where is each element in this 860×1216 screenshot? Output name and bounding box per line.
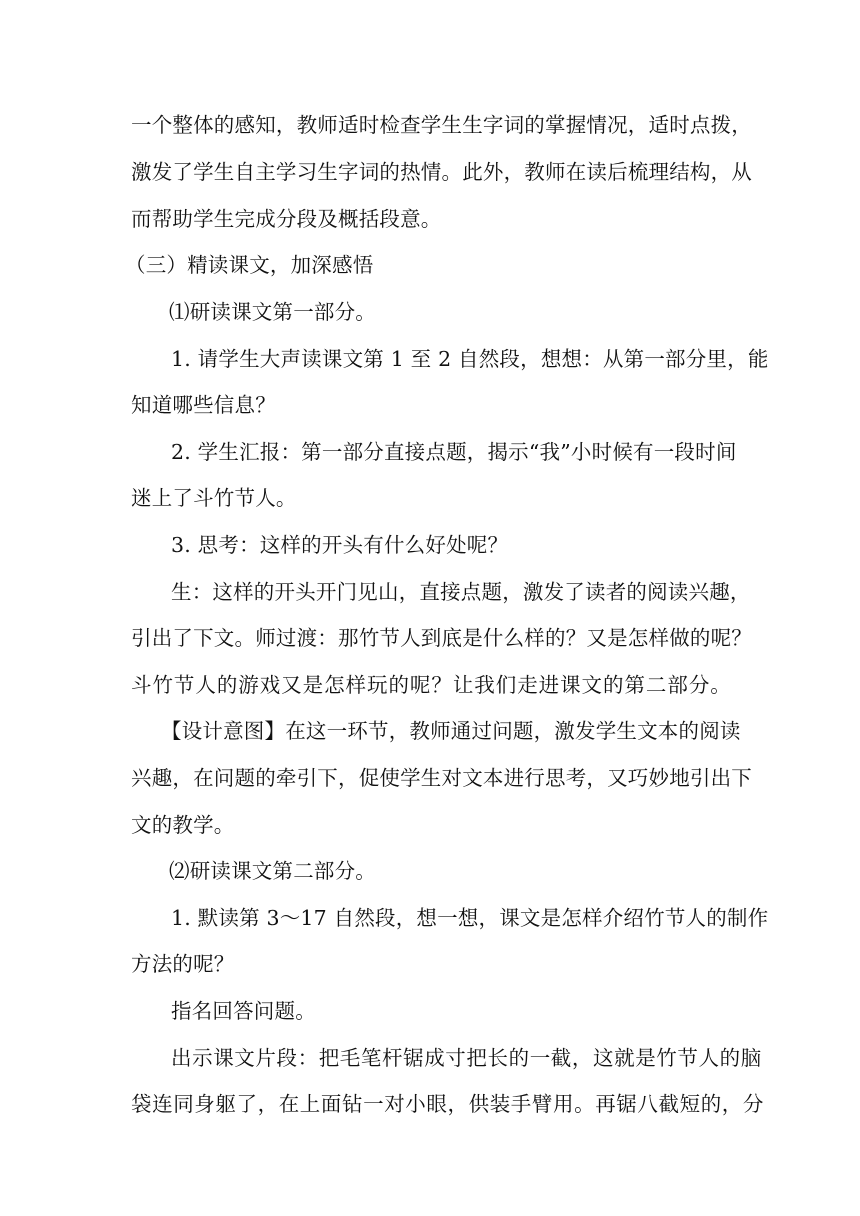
text-line-9: 迷上了斗竹节人。 bbox=[131, 486, 297, 510]
text-line-12: 引出了下文。师过渡：那竹节人到底是什么样的？又是怎样做的呢？ bbox=[131, 626, 752, 650]
design-intent-line-2: 兴趣，在问题的牵引下，促使学生对文本进行思考，又巧妙地引出下 bbox=[131, 766, 752, 790]
text-line-18: 1. 默读第 3～17 自然段，想一想，课文是怎样介绍竹节人的制作 bbox=[171, 906, 769, 930]
text-line-7: 知道哪些信息？ bbox=[131, 393, 276, 417]
text-line-20: 指名回答问题。 bbox=[171, 999, 316, 1023]
text-line-8: 2. 学生汇报：第一部分直接点题，揭示“我”小时候有一段时间 bbox=[171, 440, 737, 464]
text-line-11: 生：这样的开头开门见山，直接点题，激发了读者的阅读兴趣， bbox=[171, 580, 751, 604]
text-line-13: 斗竹节人的游戏又是怎样玩的呢？让我们走进课文的第二部分。 bbox=[131, 673, 731, 697]
text-line-19: 方法的呢？ bbox=[131, 952, 235, 976]
text-line-10: 3. 思考：这样的开头有什么好处呢？ bbox=[171, 533, 509, 557]
text-line-2: 激发了学生自主学习生字词的热情。此外，教师在读后梳理结构，从 bbox=[131, 160, 752, 184]
design-intent-line-3: 文的教学。 bbox=[131, 813, 235, 837]
subsection-heading-1: ⑴研读课文第一部分。 bbox=[169, 300, 376, 324]
text-line-3: 而帮助学生完成分段及概括段意。 bbox=[131, 207, 442, 231]
section-heading: （三）精读课文，加深感悟 bbox=[125, 253, 374, 277]
design-intent-line-1: 【设计意图】在这一环节，教师通过问题，激发学生文本的阅读 bbox=[161, 719, 741, 743]
excerpt-line-2: 袋连同身躯了，在上面钻一对小眼，供装手臂用。再锯八截短的，分 bbox=[131, 1092, 764, 1116]
subsection-heading-2: ⑵研读课文第二部分。 bbox=[169, 859, 376, 883]
text-line-6: 1. 请学生大声读课文第 1 至 2 自然段，想想：从第一部分里，能 bbox=[171, 347, 769, 371]
text-line-1: 一个整体的感知，教师适时检查学生生字词的掌握情况，适时点拨， bbox=[131, 113, 752, 137]
excerpt-line-1: 出示课文片段：把毛笔杆锯成寸把长的一截，这就是竹节人的脑 bbox=[171, 1046, 762, 1070]
